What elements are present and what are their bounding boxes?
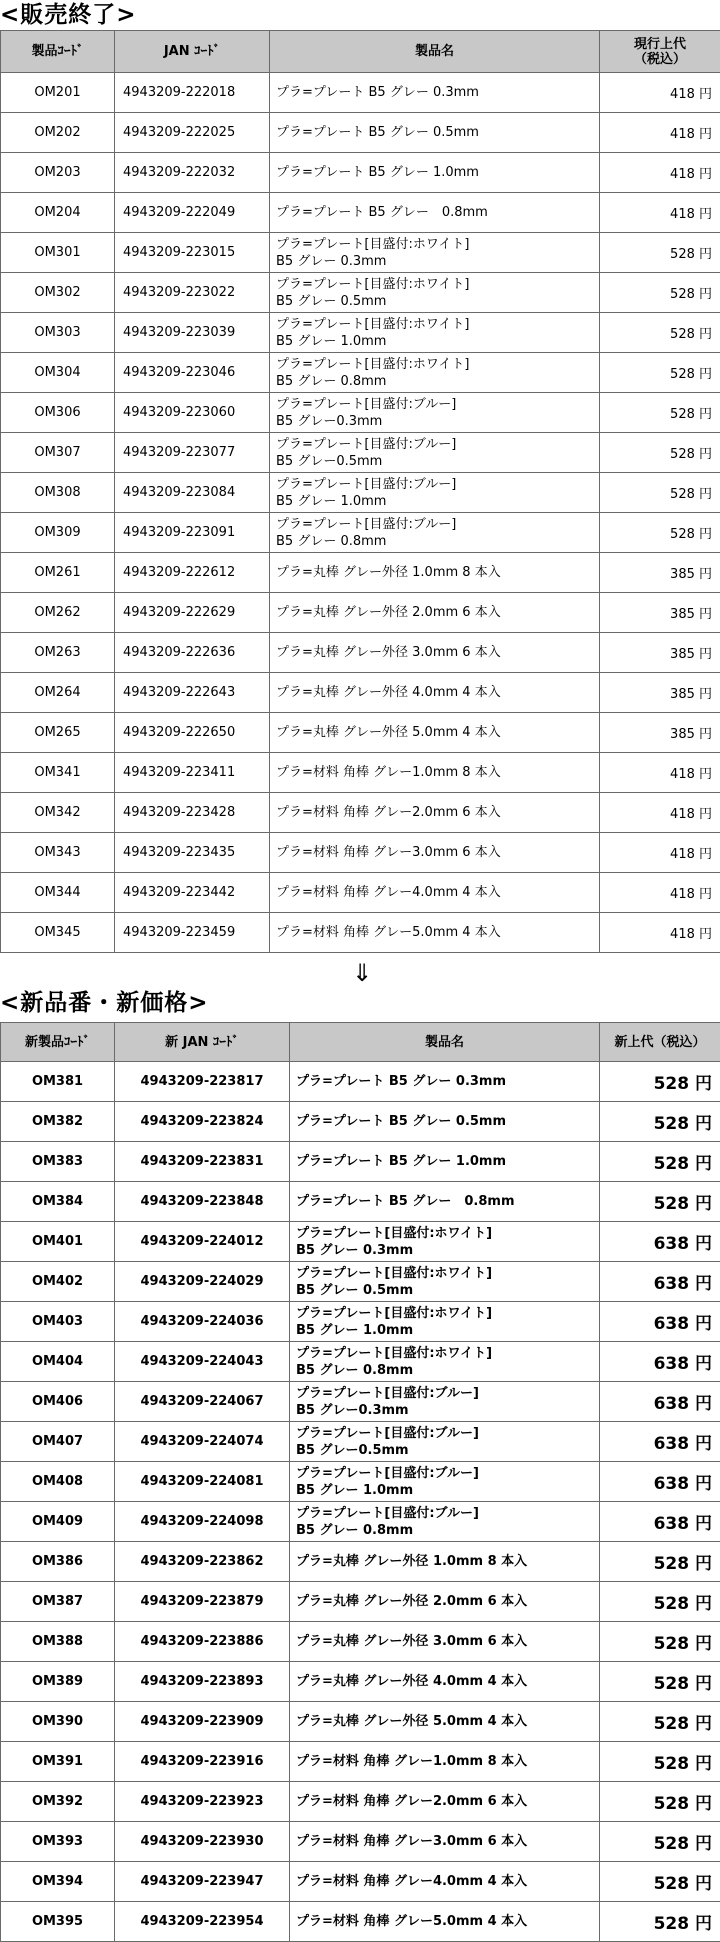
table-row — [1, 1382, 720, 1422]
product-name-line: プラ=丸棒 グレー外径 2.0mm 6 本入 — [276, 604, 599, 621]
product-name — [270, 793, 600, 833]
price: 385 円 — [600, 673, 720, 713]
product-code: OM265 — [1, 713, 115, 753]
jan-code: 4943209-223015 — [115, 233, 270, 273]
product-name — [270, 753, 600, 793]
product-code: OM407 — [1, 1422, 115, 1462]
header-code: 新製品ｺｰﾄﾞ — [1, 1023, 115, 1062]
price: 528 円 — [600, 1622, 720, 1662]
jan-code: 4943209-222643 — [115, 673, 270, 713]
price: 418 円 — [600, 833, 720, 873]
product-name — [290, 1342, 600, 1382]
price: 638 円 — [600, 1502, 720, 1542]
product-name-line: B5 グレー 0.5mm — [296, 1282, 599, 1299]
product-name-line: プラ=材料 角棒 グレー5.0mm 4 本入 — [276, 924, 599, 941]
jan-code: 4943209-223909 — [115, 1702, 290, 1742]
renewed-header-row — [1, 1023, 720, 1062]
product-name — [290, 1302, 600, 1342]
product-code: OM390 — [1, 1702, 115, 1742]
product-name-line: プラ=プレート B5 グレー 0.3mm — [296, 1073, 599, 1090]
table-row — [1, 1542, 720, 1582]
product-name — [270, 873, 600, 913]
jan-code: 4943209-223947 — [115, 1862, 290, 1902]
product-name-line: B5 グレー0.5mm — [276, 453, 599, 470]
product-name — [270, 833, 600, 873]
table-row — [1, 1182, 720, 1222]
jan-code: 4943209-223930 — [115, 1822, 290, 1862]
price: 638 円 — [600, 1302, 720, 1342]
product-name-line: B5 グレー 1.0mm — [296, 1322, 599, 1339]
product-name — [290, 1102, 600, 1142]
price: 418 円 — [600, 753, 720, 793]
price: 528 円 — [600, 1862, 720, 1902]
price: 418 円 — [600, 73, 720, 113]
jan-code: 4943209-223442 — [115, 873, 270, 913]
product-code: OM308 — [1, 473, 115, 513]
product-code: OM202 — [1, 113, 115, 153]
header-jan: JAN ｺｰﾄﾞ — [115, 31, 270, 73]
product-name — [270, 273, 600, 313]
table-row — [1, 153, 720, 193]
jan-code: 4943209-222629 — [115, 593, 270, 633]
table-row — [1, 1742, 720, 1782]
product-name — [290, 1062, 600, 1102]
product-name-line: プラ=プレート[目盛付:ホワイト] — [296, 1265, 599, 1282]
jan-code: 4943209-224029 — [115, 1262, 290, 1302]
jan-code: 4943209-224074 — [115, 1422, 290, 1462]
table-row — [1, 513, 720, 553]
jan-code: 4943209-223916 — [115, 1742, 290, 1782]
product-code: OM388 — [1, 1622, 115, 1662]
product-name — [290, 1422, 600, 1462]
product-code: OM386 — [1, 1542, 115, 1582]
jan-code: 4943209-223879 — [115, 1582, 290, 1622]
header-code: 製品ｺｰﾄﾞ — [1, 31, 115, 73]
table-row — [1, 273, 720, 313]
price: 385 円 — [600, 633, 720, 673]
product-name — [270, 153, 600, 193]
product-name — [290, 1822, 600, 1862]
table-row — [1, 1062, 720, 1102]
product-code: OM301 — [1, 233, 115, 273]
header-name: 製品名 — [290, 1023, 600, 1062]
product-name — [270, 673, 600, 713]
product-code: OM263 — [1, 633, 115, 673]
price: 638 円 — [600, 1262, 720, 1302]
header-jan: 新 JAN ｺｰﾄﾞ — [115, 1023, 290, 1062]
product-name-line: プラ=プレート B5 グレー 1.0mm — [296, 1153, 599, 1170]
product-name-line: プラ=プレート[目盛付:ホワイト] — [296, 1345, 599, 1362]
price: 418 円 — [600, 873, 720, 913]
product-name — [290, 1902, 600, 1942]
product-name — [270, 913, 600, 953]
product-code: OM402 — [1, 1262, 115, 1302]
product-code: OM391 — [1, 1742, 115, 1782]
product-name — [290, 1182, 600, 1222]
product-code: OM392 — [1, 1782, 115, 1822]
price: 638 円 — [600, 1382, 720, 1422]
price: 418 円 — [600, 193, 720, 233]
product-name-line: B5 グレー 1.0mm — [276, 493, 599, 510]
product-code: OM383 — [1, 1142, 115, 1182]
product-name — [290, 1222, 600, 1262]
product-name-line: B5 グレー 0.5mm — [276, 293, 599, 310]
product-code: OM406 — [1, 1382, 115, 1422]
product-name-line: プラ=プレート[目盛付:ホワイト] — [276, 276, 599, 293]
price: 528 円 — [600, 1542, 720, 1582]
product-code: OM345 — [1, 913, 115, 953]
price: 418 円 — [600, 913, 720, 953]
table-row — [1, 1302, 720, 1342]
renewed-title: <新品番・新価格> — [0, 988, 209, 1018]
product-name — [290, 1742, 600, 1782]
table-row — [1, 1102, 720, 1142]
jan-code: 4943209-223091 — [115, 513, 270, 553]
table-row — [1, 1702, 720, 1742]
price: 528 円 — [600, 1822, 720, 1862]
price: 528 円 — [600, 513, 720, 553]
product-name — [290, 1702, 600, 1742]
jan-code: 4943209-222650 — [115, 713, 270, 753]
table-row — [1, 593, 720, 633]
jan-code: 4943209-223824 — [115, 1102, 290, 1142]
price: 638 円 — [600, 1462, 720, 1502]
jan-code: 4943209-223435 — [115, 833, 270, 873]
product-name-line: プラ=プレート B5 グレー 1.0mm — [276, 164, 599, 181]
product-name — [290, 1622, 600, 1662]
price: 528 円 — [600, 1102, 720, 1142]
product-name — [270, 553, 600, 593]
table-row — [1, 1342, 720, 1382]
price: 528 円 — [600, 1662, 720, 1702]
price: 528 円 — [600, 1702, 720, 1742]
jan-code: 4943209-223039 — [115, 313, 270, 353]
price: 385 円 — [600, 593, 720, 633]
jan-code: 4943209-224081 — [115, 1462, 290, 1502]
product-code: OM387 — [1, 1582, 115, 1622]
product-name-line: プラ=プレート[目盛付:ブルー] — [296, 1465, 599, 1482]
product-name-line: プラ=丸棒 グレー外径 5.0mm 4 本入 — [296, 1713, 599, 1730]
product-name-line: B5 グレー0.5mm — [296, 1442, 599, 1459]
product-code: OM393 — [1, 1822, 115, 1862]
product-name — [270, 233, 600, 273]
product-name-line: プラ=材料 角棒 グレー1.0mm 8 本入 — [276, 764, 599, 781]
product-name-line: プラ=プレート B5 グレー 0.5mm — [276, 124, 599, 141]
table-row — [1, 113, 720, 153]
product-name — [290, 1142, 600, 1182]
product-code: OM304 — [1, 353, 115, 393]
price: 528 円 — [600, 433, 720, 473]
price: 418 円 — [600, 793, 720, 833]
product-name-line: B5 グレー 0.3mm — [296, 1242, 599, 1259]
jan-code: 4943209-223817 — [115, 1062, 290, 1102]
table-row — [1, 1222, 720, 1262]
product-name-line: プラ=材料 角棒 グレー3.0mm 6 本入 — [296, 1833, 599, 1850]
product-code: OM394 — [1, 1862, 115, 1902]
jan-code: 4943209-222612 — [115, 553, 270, 593]
product-code: OM344 — [1, 873, 115, 913]
price: 528 円 — [600, 1782, 720, 1822]
jan-code: 4943209-224098 — [115, 1502, 290, 1542]
renewed-table — [0, 1022, 720, 1942]
jan-code: 4943209-222018 — [115, 73, 270, 113]
price: 528 円 — [600, 313, 720, 353]
table-row — [1, 73, 720, 113]
product-code: OM201 — [1, 73, 115, 113]
product-name-line: プラ=プレート[目盛付:ホワイト] — [296, 1305, 599, 1322]
product-name-line: プラ=丸棒 グレー外径 4.0mm 4 本入 — [276, 684, 599, 701]
jan-code: 4943209-223077 — [115, 433, 270, 473]
product-code: OM204 — [1, 193, 115, 233]
jan-code: 4943209-223893 — [115, 1662, 290, 1702]
table-row — [1, 713, 720, 753]
table-row — [1, 1662, 720, 1702]
product-code: OM302 — [1, 273, 115, 313]
price: 528 円 — [600, 1062, 720, 1102]
product-name-line: プラ=材料 角棒 グレー1.0mm 8 本入 — [296, 1753, 599, 1770]
table-row — [1, 1782, 720, 1822]
discontinued-title: <販売終了> — [0, 0, 137, 30]
product-name — [290, 1782, 600, 1822]
product-name-line: プラ=プレート B5 グレー 0.3mm — [276, 84, 599, 101]
jan-code: 4943209-222636 — [115, 633, 270, 673]
product-name-line: プラ=プレート[目盛付:ブルー] — [276, 436, 599, 453]
product-code: OM389 — [1, 1662, 115, 1702]
table-row — [1, 433, 720, 473]
product-name — [270, 633, 600, 673]
product-name-line: プラ=丸棒 グレー外径 4.0mm 4 本入 — [296, 1673, 599, 1690]
product-name — [270, 473, 600, 513]
jan-code: 4943209-224036 — [115, 1302, 290, 1342]
table-row — [1, 673, 720, 713]
product-name-line: プラ=プレート[目盛付:ブルー] — [276, 476, 599, 493]
product-name — [270, 433, 600, 473]
jan-code: 4943209-222049 — [115, 193, 270, 233]
jan-code: 4943209-223886 — [115, 1622, 290, 1662]
price: 528 円 — [600, 273, 720, 313]
price: 528 円 — [600, 393, 720, 433]
jan-code: 4943209-223060 — [115, 393, 270, 433]
product-code: OM341 — [1, 753, 115, 793]
price: 528 円 — [600, 1182, 720, 1222]
product-name-line: プラ=材料 角棒 グレー4.0mm 4 本入 — [296, 1873, 599, 1890]
table-row — [1, 553, 720, 593]
product-name-line: プラ=丸棒 グレー外径 5.0mm 4 本入 — [276, 724, 599, 741]
jan-code: 4943209-223862 — [115, 1542, 290, 1582]
jan-code: 4943209-223022 — [115, 273, 270, 313]
product-name-line: プラ=プレート[目盛付:ホワイト] — [296, 1225, 599, 1242]
table-row — [1, 393, 720, 433]
table-row — [1, 1142, 720, 1182]
table-row — [1, 1862, 720, 1902]
product-name-line: プラ=プレート B5 グレー 0.8mm — [276, 204, 599, 221]
product-name — [290, 1662, 600, 1702]
price: 528 円 — [600, 1902, 720, 1942]
renewed-rows — [1, 1062, 720, 1942]
product-code: OM343 — [1, 833, 115, 873]
product-name — [270, 73, 600, 113]
product-name-line: プラ=プレート B5 グレー 0.8mm — [296, 1193, 599, 1210]
price: 418 円 — [600, 113, 720, 153]
product-name-line: プラ=材料 角棒 グレー2.0mm 6 本入 — [296, 1793, 599, 1810]
product-name-line: プラ=プレート[目盛付:ホワイト] — [276, 236, 599, 253]
table-row — [1, 1902, 720, 1942]
jan-code: 4943209-223831 — [115, 1142, 290, 1182]
product-name-line: プラ=丸棒 グレー外径 2.0mm 6 本入 — [296, 1593, 599, 1610]
price: 385 円 — [600, 553, 720, 593]
product-name-line: B5 グレー 0.8mm — [296, 1522, 599, 1539]
product-name-line: B5 グレー 1.0mm — [296, 1482, 599, 1499]
table-row — [1, 1422, 720, 1462]
product-code: OM401 — [1, 1222, 115, 1262]
product-name-line: B5 グレー 0.8mm — [276, 373, 599, 390]
jan-code: 4943209-224012 — [115, 1222, 290, 1262]
product-name-line: プラ=プレート B5 グレー 0.5mm — [296, 1113, 599, 1130]
table-row — [1, 353, 720, 393]
product-name — [290, 1262, 600, 1302]
product-code: OM409 — [1, 1502, 115, 1542]
product-name — [290, 1502, 600, 1542]
table-row — [1, 633, 720, 673]
product-code: OM203 — [1, 153, 115, 193]
table-row — [1, 753, 720, 793]
product-name-line: プラ=材料 角棒 グレー3.0mm 6 本入 — [276, 844, 599, 861]
jan-code: 4943209-222032 — [115, 153, 270, 193]
product-code: OM381 — [1, 1062, 115, 1102]
jan-code: 4943209-223428 — [115, 793, 270, 833]
product-code: OM306 — [1, 393, 115, 433]
jan-code: 4943209-223848 — [115, 1182, 290, 1222]
product-name-line: プラ=プレート[目盛付:ホワイト] — [276, 316, 599, 333]
down-arrow-icon: ⇓ — [352, 958, 372, 988]
table-row — [1, 913, 720, 953]
jan-code: 4943209-223411 — [115, 753, 270, 793]
product-code: OM403 — [1, 1302, 115, 1342]
product-code: OM261 — [1, 553, 115, 593]
product-name-line: プラ=材料 角棒 グレー2.0mm 6 本入 — [276, 804, 599, 821]
product-code: OM395 — [1, 1902, 115, 1942]
product-code: OM342 — [1, 793, 115, 833]
table-row — [1, 473, 720, 513]
product-name-line: B5 グレー0.3mm — [296, 1402, 599, 1419]
product-name — [270, 713, 600, 753]
product-name-line: B5 グレー 0.8mm — [296, 1362, 599, 1379]
product-name-line: B5 グレー0.3mm — [276, 413, 599, 430]
discontinued-rows — [1, 73, 720, 953]
product-code: OM404 — [1, 1342, 115, 1382]
price: 638 円 — [600, 1222, 720, 1262]
price: 528 円 — [600, 1142, 720, 1182]
jan-code: 4943209-223923 — [115, 1782, 290, 1822]
product-name-line: プラ=丸棒 グレー外径 3.0mm 6 本入 — [296, 1633, 599, 1650]
product-name-line: プラ=プレート[目盛付:ブルー] — [296, 1385, 599, 1402]
table-row — [1, 833, 720, 873]
product-name — [290, 1462, 600, 1502]
price: 638 円 — [600, 1342, 720, 1382]
table-row — [1, 1582, 720, 1622]
price: 528 円 — [600, 473, 720, 513]
price: 528 円 — [600, 353, 720, 393]
header-price: 新上代（税込） — [600, 1023, 720, 1062]
price: 418 円 — [600, 153, 720, 193]
product-name-line: プラ=材料 角棒 グレー5.0mm 4 本入 — [296, 1913, 599, 1930]
product-name — [290, 1862, 600, 1902]
table-row — [1, 793, 720, 833]
table-row — [1, 1822, 720, 1862]
product-code: OM264 — [1, 673, 115, 713]
product-code: OM382 — [1, 1102, 115, 1142]
jan-code: 4943209-223954 — [115, 1902, 290, 1942]
jan-code: 4943209-223084 — [115, 473, 270, 513]
jan-code: 4943209-223046 — [115, 353, 270, 393]
product-name-line: プラ=プレート[目盛付:ブルー] — [296, 1505, 599, 1522]
product-name — [290, 1382, 600, 1422]
table-row — [1, 873, 720, 913]
product-name-line: B5 グレー 0.3mm — [276, 253, 599, 270]
table-row — [1, 1262, 720, 1302]
product-name-line: プラ=丸棒 グレー外径 3.0mm 6 本入 — [276, 644, 599, 661]
jan-code: 4943209-223459 — [115, 913, 270, 953]
product-name — [270, 353, 600, 393]
product-name-line: プラ=丸棒 グレー外径 1.0mm 8 本入 — [276, 564, 599, 581]
jan-code: 4943209-222025 — [115, 113, 270, 153]
table-row — [1, 1462, 720, 1502]
price: 385 円 — [600, 713, 720, 753]
discontinued-table — [0, 30, 720, 953]
product-code: OM303 — [1, 313, 115, 353]
table-row — [1, 233, 720, 273]
product-name — [270, 113, 600, 153]
product-name — [270, 513, 600, 553]
jan-code: 4943209-224067 — [115, 1382, 290, 1422]
product-name — [270, 193, 600, 233]
product-name-line: プラ=プレート[目盛付:ホワイト] — [276, 356, 599, 373]
product-name — [270, 393, 600, 433]
product-code: OM384 — [1, 1182, 115, 1222]
discontinued-header-row — [1, 31, 720, 73]
product-name-line: プラ=丸棒 グレー外径 1.0mm 8 本入 — [296, 1553, 599, 1570]
product-name-line: プラ=プレート[目盛付:ブルー] — [276, 396, 599, 413]
product-name-line: B5 グレー 1.0mm — [276, 333, 599, 350]
price: 528 円 — [600, 1742, 720, 1782]
product-code: OM262 — [1, 593, 115, 633]
product-code: OM408 — [1, 1462, 115, 1502]
table-row — [1, 193, 720, 233]
product-code: OM307 — [1, 433, 115, 473]
product-name — [290, 1582, 600, 1622]
price: 528 円 — [600, 233, 720, 273]
price: 638 円 — [600, 1422, 720, 1462]
product-name-line: B5 グレー 0.8mm — [276, 533, 599, 550]
price: 528 円 — [600, 1582, 720, 1622]
table-row — [1, 313, 720, 353]
table-row — [1, 1622, 720, 1662]
header-price: 現行上代 （税込） — [600, 31, 720, 73]
product-name-line: プラ=材料 角棒 グレー4.0mm 4 本入 — [276, 884, 599, 901]
product-code: OM309 — [1, 513, 115, 553]
product-name-line: プラ=プレート[目盛付:ブルー] — [276, 516, 599, 533]
table-row — [1, 1502, 720, 1542]
product-name — [270, 313, 600, 353]
product-name — [270, 593, 600, 633]
product-name-line: プラ=プレート[目盛付:ブルー] — [296, 1425, 599, 1442]
product-name — [290, 1542, 600, 1582]
header-name: 製品名 — [270, 31, 600, 73]
jan-code: 4943209-224043 — [115, 1342, 290, 1382]
